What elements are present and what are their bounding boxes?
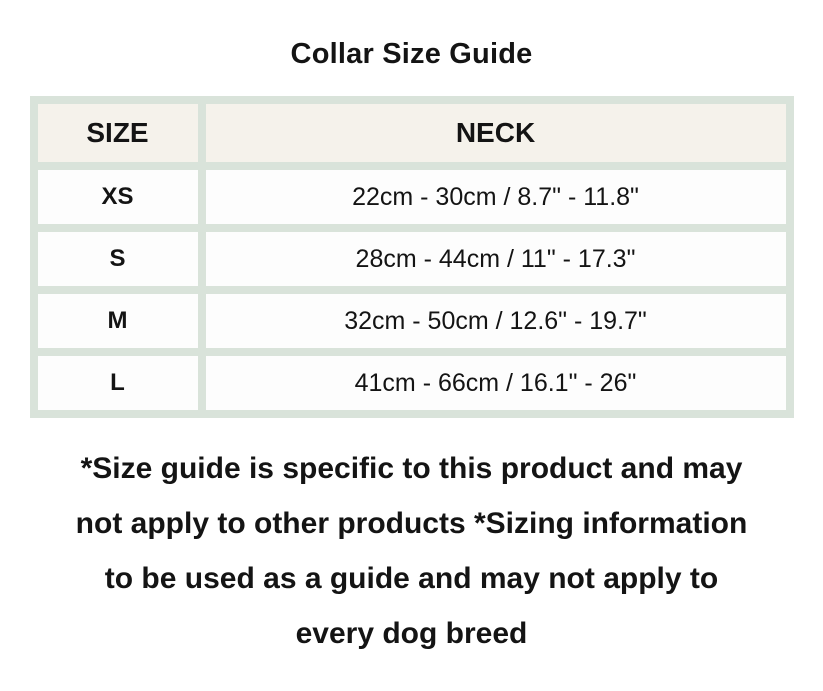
size-guide-footnote xyxy=(0,441,823,661)
size-cell-l: L xyxy=(38,356,198,410)
footnote-line: to be used as a guide and may not apply to xyxy=(104,562,719,595)
neck-cell-s: 28cm - 44cm / 11" - 17.3" xyxy=(206,232,786,286)
footnote-line: every dog breed xyxy=(295,617,528,650)
column-header-size: SIZE xyxy=(38,104,198,162)
neck-cell-xs: 22cm - 30cm / 8.7" - 11.8" xyxy=(206,170,786,224)
footnote-line: not apply to other products *Sizing information xyxy=(75,507,748,540)
collar-size-guide-table xyxy=(30,96,794,418)
table-row xyxy=(38,232,786,286)
size-cell-xs: XS xyxy=(38,170,198,224)
neck-cell-l: 41cm - 66cm / 16.1" - 26" xyxy=(206,356,786,410)
column-header-neck: NECK xyxy=(206,104,786,162)
table-row xyxy=(38,170,786,224)
page-title: Collar Size Guide xyxy=(290,38,533,70)
neck-cell-m: 32cm - 50cm / 12.6" - 19.7" xyxy=(206,294,786,348)
table-header-row xyxy=(38,104,786,162)
size-cell-s: S xyxy=(38,232,198,286)
table-row xyxy=(38,356,786,410)
footnote-line: *Size guide is specific to this product and may xyxy=(80,452,743,485)
size-cell-m: M xyxy=(38,294,198,348)
table-row xyxy=(38,294,786,348)
